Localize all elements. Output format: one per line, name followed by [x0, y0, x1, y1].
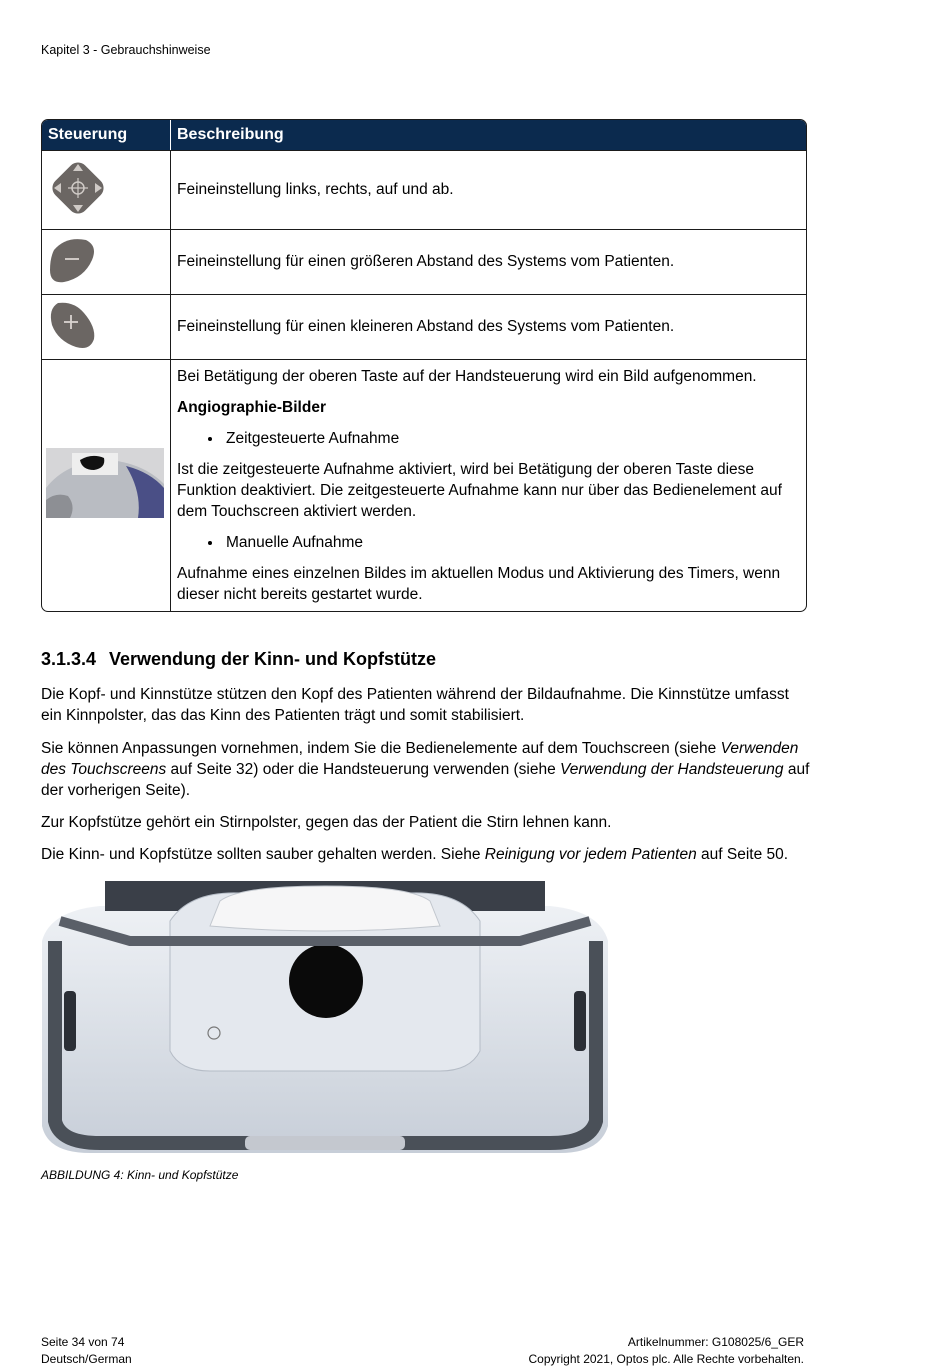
table-row: [42, 229, 806, 294]
description-cell: [171, 359, 806, 611]
footer-right: [529, 1334, 805, 1368]
article-number: Artikelnummer: G108025/6_GER: [627, 1335, 804, 1349]
column-header-description: Beschreibung: [171, 120, 806, 150]
table-row: [42, 359, 806, 611]
cross-reference-link[interactable]: Verwenden des Touchscreens: [41, 740, 799, 778]
language-label: Deutsch/German: [41, 1352, 132, 1366]
list-item: Manuelle Aufnahme: [226, 532, 800, 553]
capture-intro: Bei Betätigung der oberen Taste auf der Handsteuerung wird ein Bild aufgenommen.: [177, 368, 757, 385]
capture-button-image: [46, 448, 164, 518]
bullet-list: [177, 532, 800, 553]
control-cell: [42, 229, 171, 294]
control-cell: [42, 359, 171, 611]
control-cell: [42, 150, 171, 229]
bullet-list: [177, 428, 800, 449]
description-cell: Feineinstellung für einen größeren Abstand des Systems vom Patienten.: [171, 229, 806, 294]
table-row: [42, 294, 806, 359]
chin-head-rest-photo: [40, 881, 610, 1156]
paragraph: Die Kinn- und Kopfstütze sollten sauber gehalten werden. Siehe Reinigung vor jedem Patienten auf Seite 50.: [41, 846, 789, 863]
column-header-control: Steuerung: [42, 120, 171, 150]
section-number: 3.1.3.4: [41, 649, 97, 669]
direction-pad-icon: [46, 156, 110, 220]
capture-paragraph: Aufnahme eines einzelnen Bildes im aktuellen Modus und Aktivierung des Timers, wenn dieser nicht bereits gestartet wurde.: [177, 565, 781, 603]
description-cell: Feineinstellung links, rechts, auf und ab.: [171, 150, 806, 229]
plus-button-icon: [46, 299, 98, 351]
cross-reference-link[interactable]: Verwendung der Handsteuerung: [560, 761, 784, 778]
control-cell: [42, 294, 171, 359]
minus-button-icon: [46, 234, 98, 286]
copyright: Copyright 2021, Optos plc. Alle Rechte vorbehalten.: [528, 1352, 804, 1366]
capture-paragraph: Ist die zeitgesteuerte Aufnahme aktiviert, wird bei Betätigung der oberen Taste diese Funktion deaktiviert. Die zeitgesteuerte Aufnahme kann nur über das Bedienelement auf dem Touchscreen aktiviert werden.: [177, 461, 782, 520]
paragraph: Sie können Anpassungen vornehmen, indem Sie die Bedienelemente auf dem Touchscreen (siehe Verwenden des Touchscreens auf Seite 32) oder die Handsteuerung verwenden (siehe Verwendung der Handsteuerung auf der vorherigen Seite).: [41, 740, 810, 799]
table-row: [42, 150, 806, 229]
section-heading: [41, 649, 436, 670]
controls-table: [41, 119, 807, 612]
section-title: Verwendung der Kinn- und Kopfstütze: [109, 649, 436, 669]
subheading-angiography: Angiographie-Bilder: [177, 399, 326, 416]
footer-left: [41, 1334, 132, 1368]
figure-caption: ABBILDUNG 4: Kinn- und Kopfstütze: [41, 1168, 239, 1182]
running-header: Kapitel 3 - Gebrauchshinweise: [41, 43, 211, 57]
list-item: Zeitgesteuerte Aufnahme: [226, 428, 800, 449]
paragraph: Zur Kopfstütze gehört ein Stirnpolster, gegen das der Patient die Stirn lehnen kann.: [41, 814, 612, 831]
paragraph: Die Kopf- und Kinnstütze stützen den Kopf des Patienten während der Bildaufnahme. Die Kinnstütze umfasst ein Kinnpolster, das das Kinn des Patienten trägt und somit stabilisiert.: [41, 686, 789, 724]
page-number: Seite 34 von 74: [41, 1335, 125, 1349]
table-header-row: [42, 120, 806, 150]
description-cell: Feineinstellung für einen kleineren Abstand des Systems vom Patienten.: [171, 294, 806, 359]
cross-reference-link[interactable]: Reinigung vor jedem Patienten: [484, 846, 697, 863]
